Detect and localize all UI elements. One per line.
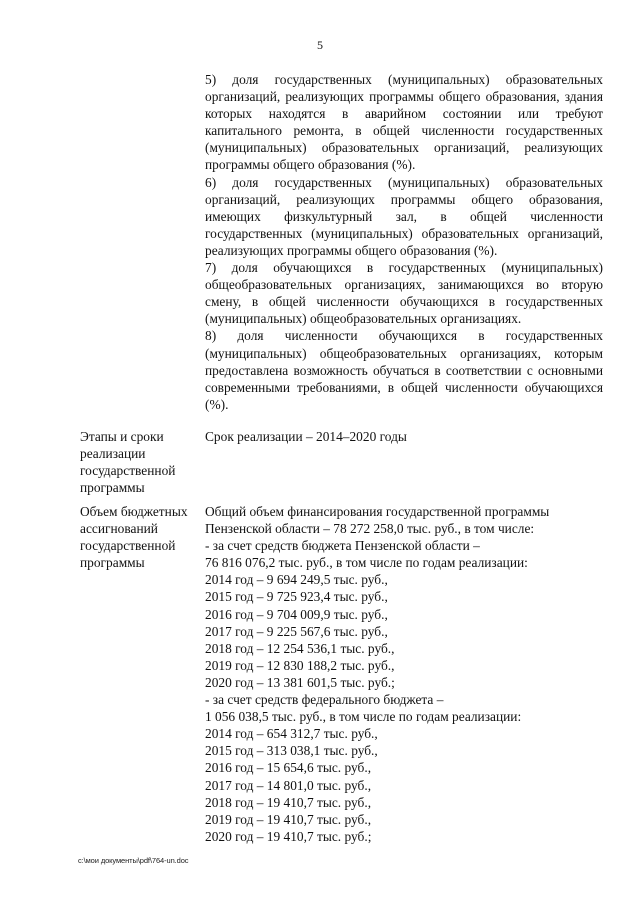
funding-details [205, 503, 603, 845]
indicator-6: 6) доля государственных (муниципальных) образовательных организаций, реализующих программы общего образования, имеющих физкультурный зал, в общей численности государственных (муниципальных) образовательных организаций, реализующих программы общего образования (%). [205, 174, 603, 258]
funding-line: - за счет средств бюджета Пензенской области – [205, 538, 480, 554]
funding-line: 2020 год – 19 410,7 тыс. руб.; [205, 828, 372, 844]
page-number: 5 [317, 38, 323, 52]
funding-line: - за счет средств федерального бюджета – [205, 692, 444, 708]
funding-line: 2014 год – 9 694 249,5 тыс. руб., [205, 572, 388, 588]
funding-line: 1 056 038,5 тыс. руб., в том числе по годам реализации: [205, 709, 522, 725]
indicator-5: 5) доля государственных (муниципальных) образовательных организаций, реализующих программы общего образования, здания которых находятся в аварийном состоянии или требуют капитального ремонта, в общей численности государственных (муниципальных) образовательных организаций, реализующих программы общего образования (%). [205, 72, 603, 173]
funding-label: Объем бюджетных ассигнований государственной программы [80, 504, 188, 571]
funding-line: 2019 год – 12 830 188,2 тыс. руб., [205, 657, 395, 673]
indicators-list [205, 71, 603, 413]
funding-line: 76 816 076,2 тыс. руб., в том числе по годам реализации: [205, 555, 528, 571]
stages-value: Срок реализации – 2014–2020 годы [205, 429, 407, 444]
funding-line: 2014 год – 654 312,7 тыс. руб., [205, 726, 378, 742]
funding-line: 2016 год – 15 654,6 тыс. руб., [205, 760, 372, 776]
funding-line: 2015 год – 313 038,1 тыс. руб., [205, 743, 378, 759]
funding-line: 2017 год – 9 225 567,6 тыс. руб., [205, 623, 388, 639]
funding-line: Общий объем финансирования государственной программы [205, 504, 550, 519]
indicator-7: 7) доля обучающихся в государственных (муниципальных) общеобразовательных организациях, занимающихся во вторую смену, в общей численности обучающихся в государственных (муниципальных) общеобразовательных организациях. [205, 260, 603, 327]
indicator-8: 8) доля численности обучающихся в государственных (муниципальных) общеобразовательных организациях, которым предоставлена возможность обучаться в соответствии с основными современными требованиями, в общей численности обучающихся (%). [205, 328, 603, 412]
funding-line: 2018 год – 12 254 536,1 тыс. руб., [205, 640, 395, 656]
funding-line: 2018 год – 19 410,7 тыс. руб., [205, 794, 372, 810]
funding-line: 2016 год – 9 704 009,9 тыс. руб., [205, 606, 388, 622]
funding-line: Пензенской области – 78 272 258,0 тыс. руб., в том числе: [205, 521, 535, 537]
funding-line: 2020 год – 13 381 601,5 тыс. руб.; [205, 674, 395, 690]
funding-line: 2019 год – 19 410,7 тыс. руб., [205, 811, 372, 827]
funding-line: 2015 год – 9 725 923,4 тыс. руб., [205, 589, 388, 605]
footer-file-path: c:\мои документы\pdf\764-un.doc [78, 856, 189, 865]
stages-label: Этапы и сроки реализации государственной программы [80, 429, 176, 496]
funding-line: 2017 год – 14 801,0 тыс. руб., [205, 777, 372, 793]
